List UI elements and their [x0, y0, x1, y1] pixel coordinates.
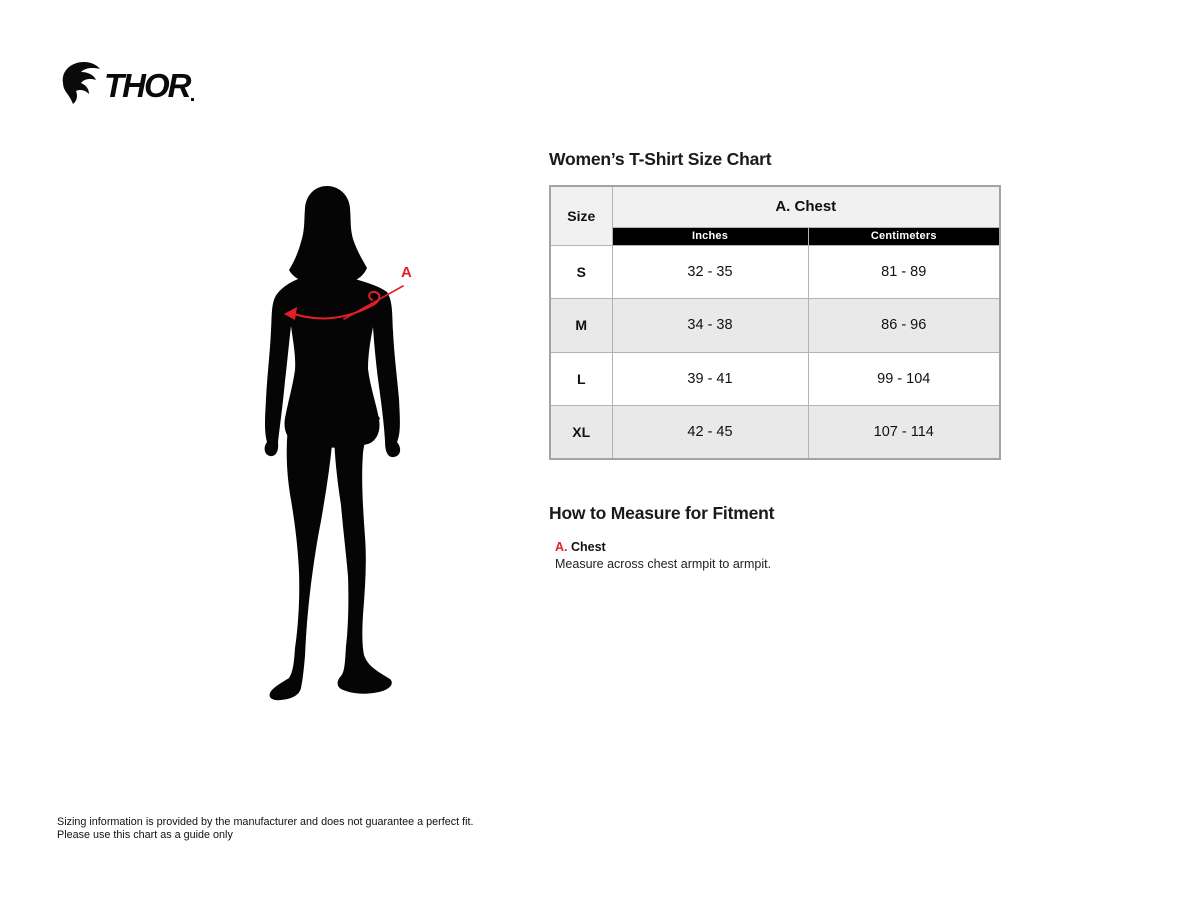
measure-item-chest: [555, 539, 771, 573]
disclaimer: [57, 816, 474, 842]
size-label: L: [550, 352, 612, 406]
size-chart-table: [549, 185, 1001, 460]
table-row-s: [550, 245, 1000, 299]
centimeters-value: 86 - 96: [808, 299, 1000, 353]
measure-key-letter: A.: [555, 540, 568, 554]
inches-value: 39 - 41: [612, 352, 808, 406]
centimeters-value: 81 - 89: [808, 245, 1000, 299]
size-label: M: [550, 299, 612, 353]
thor-logo: [56, 58, 198, 106]
trademark-dot: [191, 98, 194, 101]
disclaimer-line-1: Sizing information is provided by the manufacturer and does not guarantee a perfect fit.: [57, 816, 474, 828]
table-row-l: [550, 352, 1000, 406]
table-row-m: [550, 299, 1000, 353]
measurement-figure: [260, 180, 440, 710]
centimeters-value: 107 - 114: [808, 406, 1000, 460]
measure-item-heading: [555, 539, 771, 556]
column-header-centimeters: Centimeters: [808, 227, 1000, 245]
measure-item-description: Measure across chest armpit to armpit.: [555, 557, 772, 571]
woman-silhouette: [260, 180, 440, 710]
table-row-xl: [550, 406, 1000, 460]
inches-value: 32 - 35: [612, 245, 808, 299]
inches-value: 34 - 38: [612, 299, 808, 353]
size-chart-title: Women’s T-Shirt Size Chart: [549, 149, 772, 169]
column-header-chest: A. Chest: [612, 186, 1000, 227]
size-label: XL: [550, 406, 612, 460]
chest-label-a: A: [401, 264, 412, 281]
inches-value: 42 - 45: [612, 406, 808, 460]
measure-key-name: Chest: [570, 540, 606, 554]
centimeters-value: 99 - 104: [808, 352, 1000, 406]
how-to-measure-title: How to Measure for Fitment: [549, 503, 775, 523]
size-label: S: [550, 245, 612, 299]
column-header-size: Size: [550, 186, 612, 245]
disclaimer-line-2: Please use this chart as a guide only: [57, 829, 233, 841]
thor-logo-text: THOR: [104, 67, 190, 104]
thor-logo-graphic: [56, 58, 198, 106]
column-header-inches: Inches: [612, 227, 808, 245]
